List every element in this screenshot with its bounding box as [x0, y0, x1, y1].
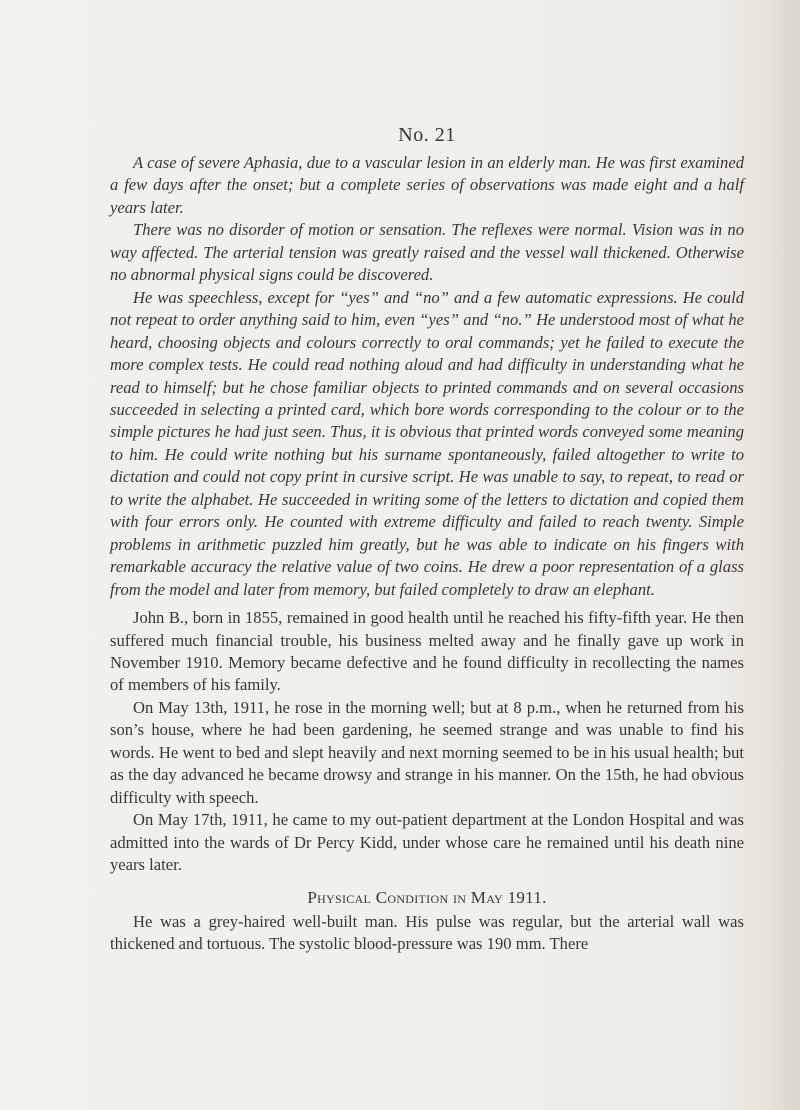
case-number-heading: No. 21	[398, 124, 456, 146]
section-heading: Physical Condition in May 1911.	[307, 887, 547, 907]
summary-paragraph: He was speechless, except for “yes” and “no” and a few automatic expressions. He could not repeat to order anything said to him, even “yes” and “no.” He understood most of what he heard, choosing objects and colours correctly to oral commands; yet he failed to execute the more complex tests. He could read nothing aloud and had difficulty in understanding what he read to himself; but he chose familiar objects to printed commands and on several occasions succeeded in selecting a printed card, which bore words corresponding to the colour or to the simple pictures he had just seen. Thus, it is obvious that printed words conveyed some meaning to him. He could write nothing but his surname spontaneously, failed altogether to write to dictation and could not copy print in cursive script. He was unable to say, to repeat, to read or to write the alphabet. He succeeded in writing some of the letters to dictation and copied them with four errors only. He counted with extreme difficulty and failed to reach twenty. Simple problems in arithmetic puzzled him greatly, but he was able to indicate on his fingers with remarkable accuracy the relative value of two coins. He drew a poor representation of a glass from the model and later from memory, but failed completely to draw an elephant.	[110, 287, 744, 599]
summary-paragraph: There was no disorder of motion or sensation. The reflexes were normal. Vision was in no way affected. The arterial tension was greatly raised and the vessel wall thickened. Otherwise no abnormal physical signs could be discovered.	[110, 220, 744, 285]
text-column	[110, 122, 744, 956]
case-history	[110, 607, 744, 876]
body-paragraph: On May 13th, 1911, he rose in the morning well; but at 8 p.m., when he returned from his son’s house, where he had been gardening, he seemed strange and was unable to find his words. He went to bed and slept heavily and next morning seemed to be in his usual health; but as the day advanced he became drowsy and strange in his manner. On the 15th, he had obvious difficulty with speech.	[110, 697, 744, 807]
section-paragraph: He was a grey-haired well-built man. His pulse was regular, but the arterial wall was thickened and tortuous. The systolic blood-pressure was 190 mm. There	[110, 911, 744, 954]
case-summary	[110, 152, 744, 601]
body-paragraph: On May 17th, 1911, he came to my out-patient department at the London Hospital and was admitted into the wards of Dr Percy Kidd, under whose care he remained until his death nine years later.	[110, 810, 744, 875]
body-paragraph: John B., born in 1855, remained in good health until he reached his fifty-fifth year. He then suffered much financial trouble, his business melted away and he finally gave up work in November 1910. Memory became defective and he found difficulty in recollecting the names of members of his family.	[110, 608, 744, 695]
summary-paragraph: A case of severe Aphasia, due to a vascular lesion in an elderly man. He was first examined a few days after the onset; but a complete series of observations was made eight and a half years later.	[110, 153, 744, 217]
